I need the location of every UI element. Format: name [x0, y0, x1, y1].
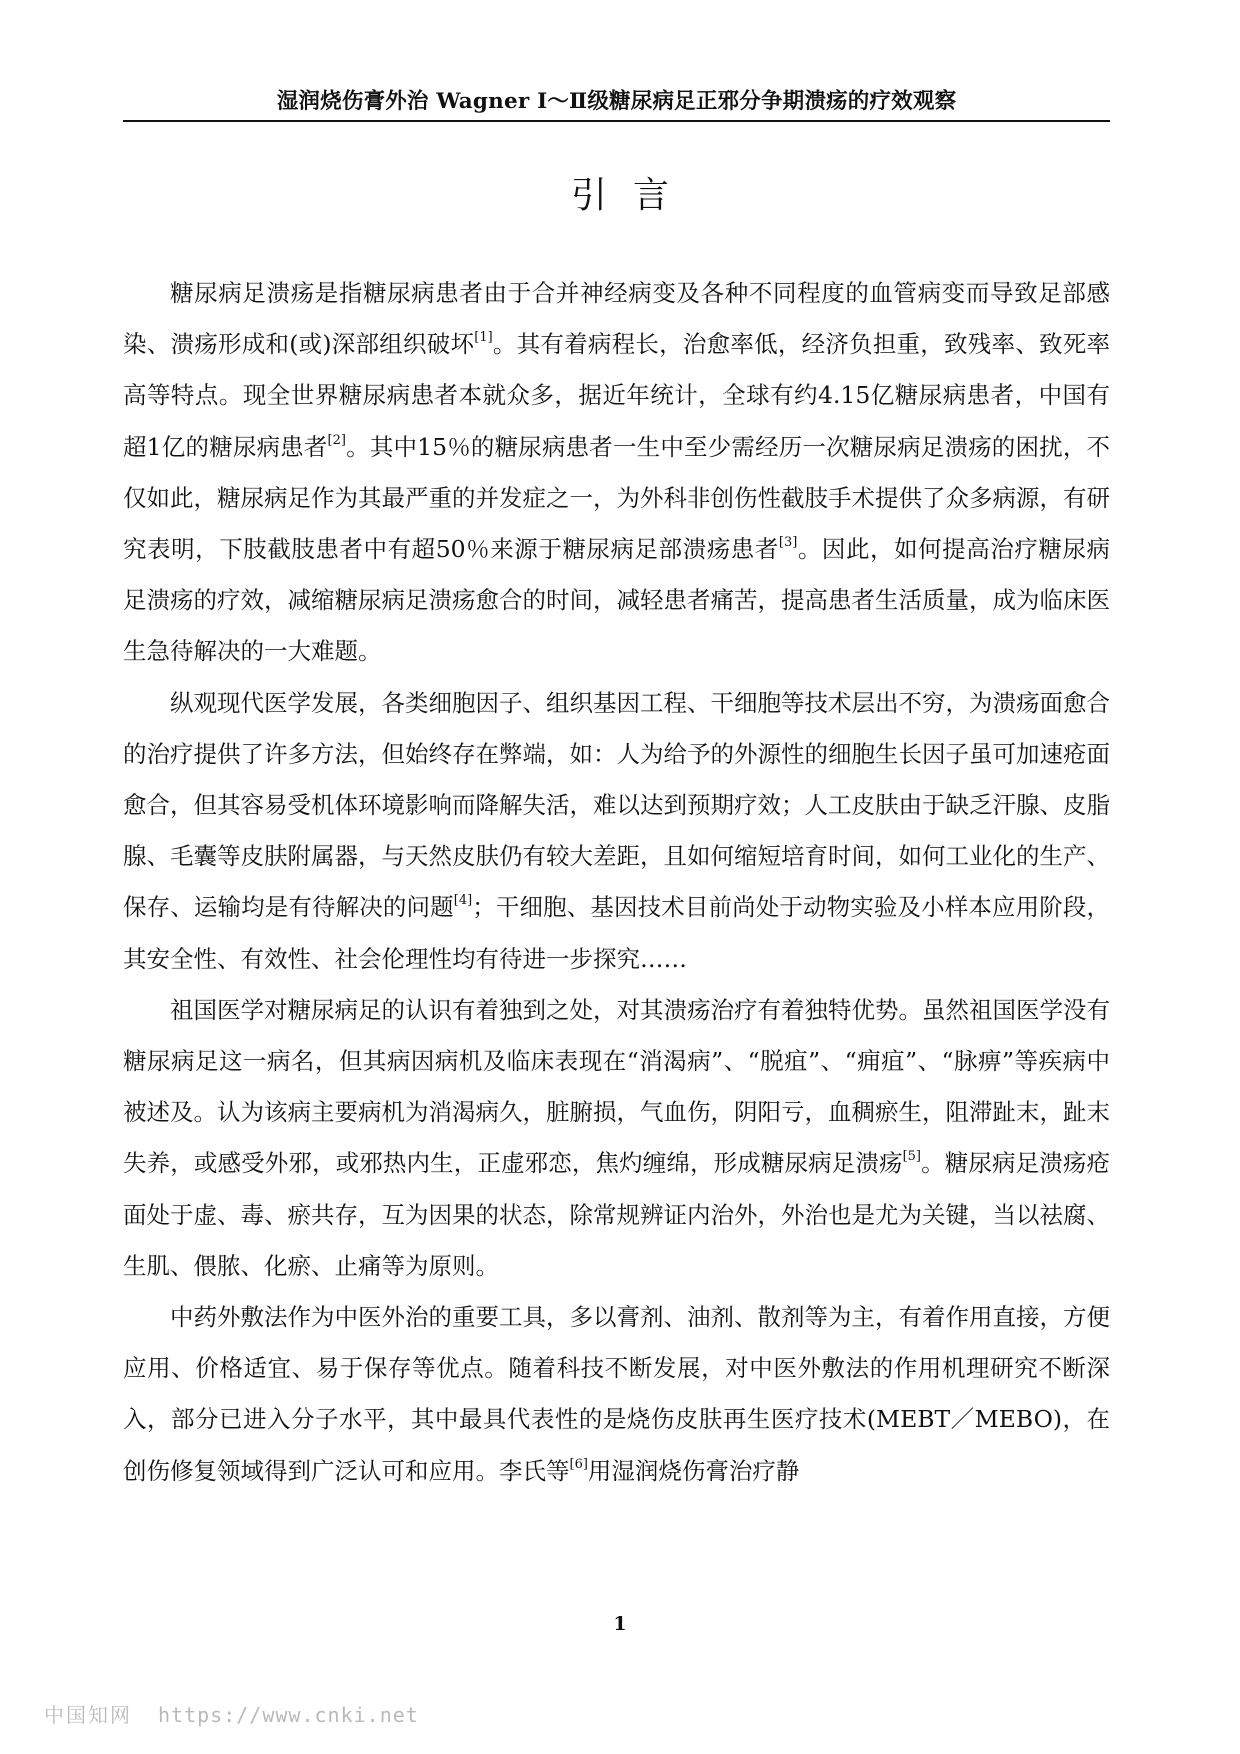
citation-marker: [2] [327, 432, 346, 448]
citation-marker: [1] [474, 330, 493, 346]
paragraph-3 [123, 985, 1110, 1292]
watermark-url: https://www.cnki.net [158, 1703, 419, 1727]
paragraph-2 [123, 678, 1110, 985]
citation-marker: [5] [902, 1149, 922, 1165]
body-text [123, 268, 1110, 1497]
text-run: 。糖尿病足溃疡疮面处于虚、毒、瘀共存，互为因果的状态，除常规辨证内治外，外治也是尤为关键，当以祛腐、生肌、偎脓、化瘀、止痛等为原则。 [123, 1149, 1111, 1280]
paragraph-1 [123, 268, 1110, 678]
watermark-brand: 中国知网 [44, 1703, 132, 1727]
citation-marker: [6] [569, 1456, 588, 1472]
text-run: 。因此，如何提高治疗糖尿病足溃疡的疗效，减缩糖尿病足溃疡愈合的时间，减轻患者痛苦，提高患者生活质量，成为临床医生急待解决的一大难题。 [123, 535, 1111, 666]
text-run: 纵观现代医学发展，各类细胞因子、组织基因工程、干细胞等技术层出不穷，为溃疡面愈合的治疗提供了许多方法，但始终存在弊端，如：人为给予的外源性的细胞生长因子虽可加速疮面愈合，但其容易受机体环境影响而降解失活，难以达到预期疗效；人工皮肤由于缺乏汗腺、皮脂腺、毛囊等皮肤附属器，与天然皮肤仍有较大差距，且如何缩短培育时间，如何工业化的生产、保存、运输均是有待解决的问题 [123, 688, 1110, 922]
text-run: 。其有着病程长，治愈率低，经济负担重，致残率、致死率高等特点。现全世界糖尿病患者本就众多，据近年统计，全球有约4.15亿糖尿病患者，中国有超1亿的糖尿病患者 [123, 330, 1111, 461]
text-run: 祖国医学对糖尿病足的认识有着独到之处，对其溃疡治疗有着独特优势。虽然祖国医学没有糖尿病足这一病名，但其病因病机及临床表现在“消渴病”、“脱疽”、“痈疽”、“脉痹”等疾病中被述及。认为该病主要病机为消渴病久，脏腑损，气血伤，阴阳亏，血稠瘀生，阻滞趾末，趾末失养，或感受外邪，或邪热内生，正虚邪恋，焦灼缠绵，形成糖尿病足溃疡 [123, 995, 1110, 1178]
cnki-watermark [44, 1702, 419, 1728]
citation-marker: [3] [778, 535, 798, 551]
text-run: 。其中15％的糖尿病患者一生中至少需经历一次糖尿病足溃疡的困扰，不仅如此，糖尿病足作为其最严重的并发症之一，为外科非创伤性截肢手术提供了众多病源，有研究表明，下肢截肢患者中有超50％来源于糖尿病足部溃疡患者 [123, 432, 1111, 564]
text-run: 糖尿病足溃疡是指糖尿病患者由于合并神经病变及各种不同程度的血管病变而导致足部感染、溃疡形成和(或)深部组织破坏 [123, 279, 1110, 359]
section-title: 引言 [570, 175, 695, 216]
citation-marker: [4] [453, 893, 473, 909]
text-run: 用湿润烧伤膏治疗静 [587, 1456, 800, 1485]
text-run: 中药外敷法作为中医外治的重要工具，多以膏剂、油剂、散剂等为主，有着作用直接，方便应用、价格适宜、易于保存等优点。随着科技不断发展，对中医外敷法的作用机理研究不断深入，部分已进入分子水平，其中最具代表性的是烧伤皮肤再生医疗技术(MEBT／MEBO)，在创伤修复领域得到广泛认可和应用。李氏等 [123, 1303, 1110, 1485]
text-run: ；干细胞、基因技术目前尚处于动物实验及小样本应用阶段，其安全性、有效性、社会伦理性均有待进一步探究…… [123, 893, 1111, 973]
page-number: 1 [613, 1613, 627, 1635]
running-header: 湿润烧伤膏外治 Wagner Ⅰ～Ⅱ级糖尿病足正邪分争期溃疡的疗效观察 [276, 89, 957, 114]
paragraph-4 [123, 1292, 1110, 1497]
header-rule [123, 120, 1110, 122]
